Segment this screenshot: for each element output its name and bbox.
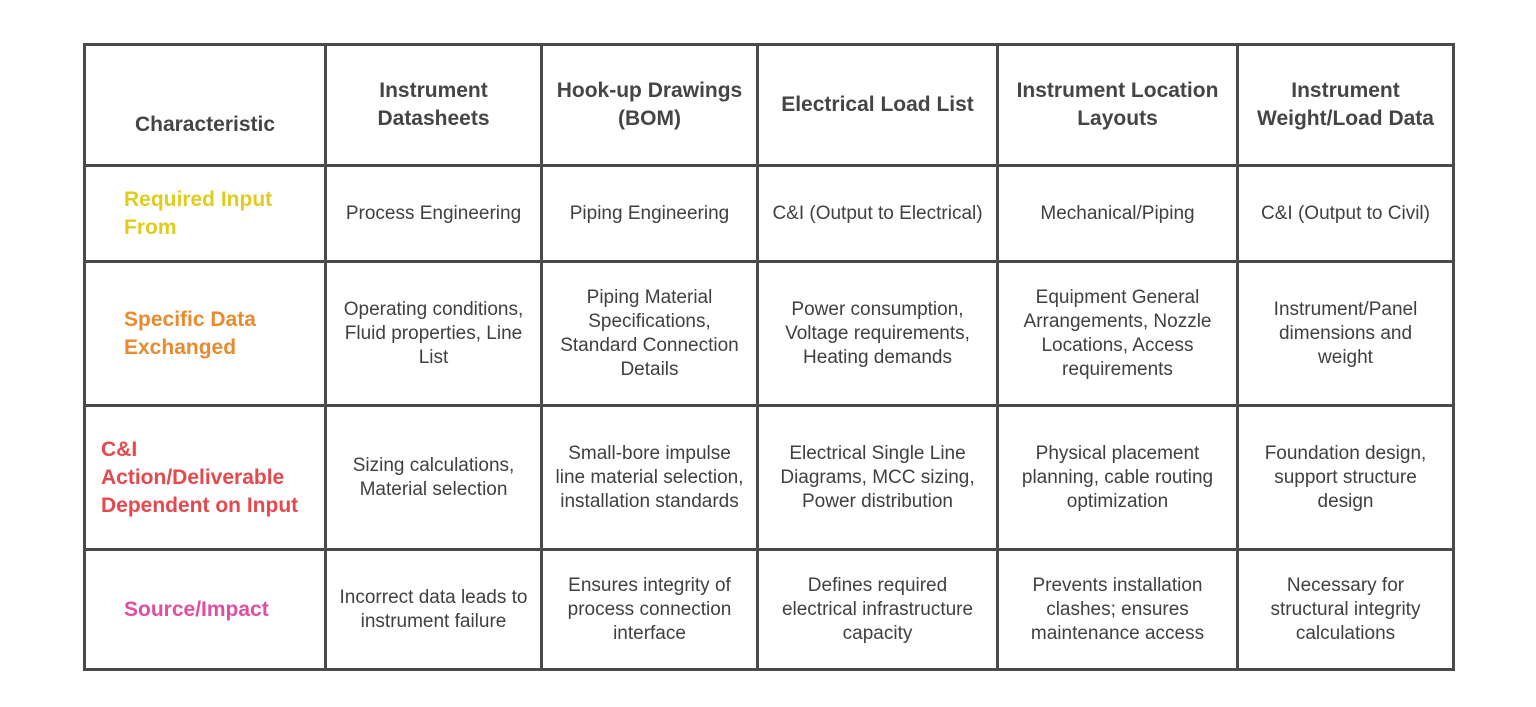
row-header-source-impact: Source/Impact — [85, 550, 326, 670]
table-cell: Equipment General Arrangements, Nozzle Locations, Access requirements — [998, 262, 1238, 406]
table-row — [85, 406, 1454, 550]
table-cell: Foundation design, support structure design — [1238, 406, 1454, 550]
table-row — [85, 550, 1454, 670]
table-cell: Prevents installation clashes; ensures maintenance access — [998, 550, 1238, 670]
column-header-hook-up-drawings: Hook-up Drawings (BOM) — [542, 45, 758, 166]
comparison-table — [83, 43, 1455, 671]
table-cell: C&I (Output to Civil) — [1238, 166, 1454, 262]
table-cell: Sizing calculations, Material selection — [326, 406, 542, 550]
row-header-specific-data-exchanged: Specific Data Exchanged — [85, 262, 326, 406]
column-header-instrument-location-layouts: Instrument Location Layouts — [998, 45, 1238, 166]
column-header-characteristic: Characteristic — [85, 45, 326, 166]
table-cell: Process Engineering — [326, 166, 542, 262]
table-cell: Necessary for structural integrity calculations — [1238, 550, 1454, 670]
table-cell: Small-bore impulse line material selection, installation standards — [542, 406, 758, 550]
table-header-row — [85, 45, 1454, 166]
row-header-required-input-from: Required Input From — [85, 166, 326, 262]
column-header-electrical-load-list: Electrical Load List — [758, 45, 998, 166]
row-header-action-deliverable: C&I Action/Deliverable Dependent on Input — [85, 406, 326, 550]
table-cell: Electrical Single Line Diagrams, MCC sizing, Power distribution — [758, 406, 998, 550]
table-cell: Ensures integrity of process connection interface — [542, 550, 758, 670]
table-cell: Defines required electrical infrastructure capacity — [758, 550, 998, 670]
table-cell: Physical placement planning, cable routing optimization — [998, 406, 1238, 550]
table-cell: Power consumption, Voltage requirements, Heating demands — [758, 262, 998, 406]
table-cell: Mechanical/Piping — [998, 166, 1238, 262]
table-row — [85, 166, 1454, 262]
column-header-instrument-weight-load-data: Instrument Weight/Load Data — [1238, 45, 1454, 166]
table-cell: Piping Engineering — [542, 166, 758, 262]
table-cell: Piping Material Specifications, Standard Connection Details — [542, 262, 758, 406]
table-cell: Instrument/Panel dimensions and weight — [1238, 262, 1454, 406]
table-row — [85, 262, 1454, 406]
table-cell: Incorrect data leads to instrument failure — [326, 550, 542, 670]
column-header-instrument-datasheets: Instrument Datasheets — [326, 45, 542, 166]
table-cell: Operating conditions, Fluid properties, Line List — [326, 262, 542, 406]
table-cell: C&I (Output to Electrical) — [758, 166, 998, 262]
